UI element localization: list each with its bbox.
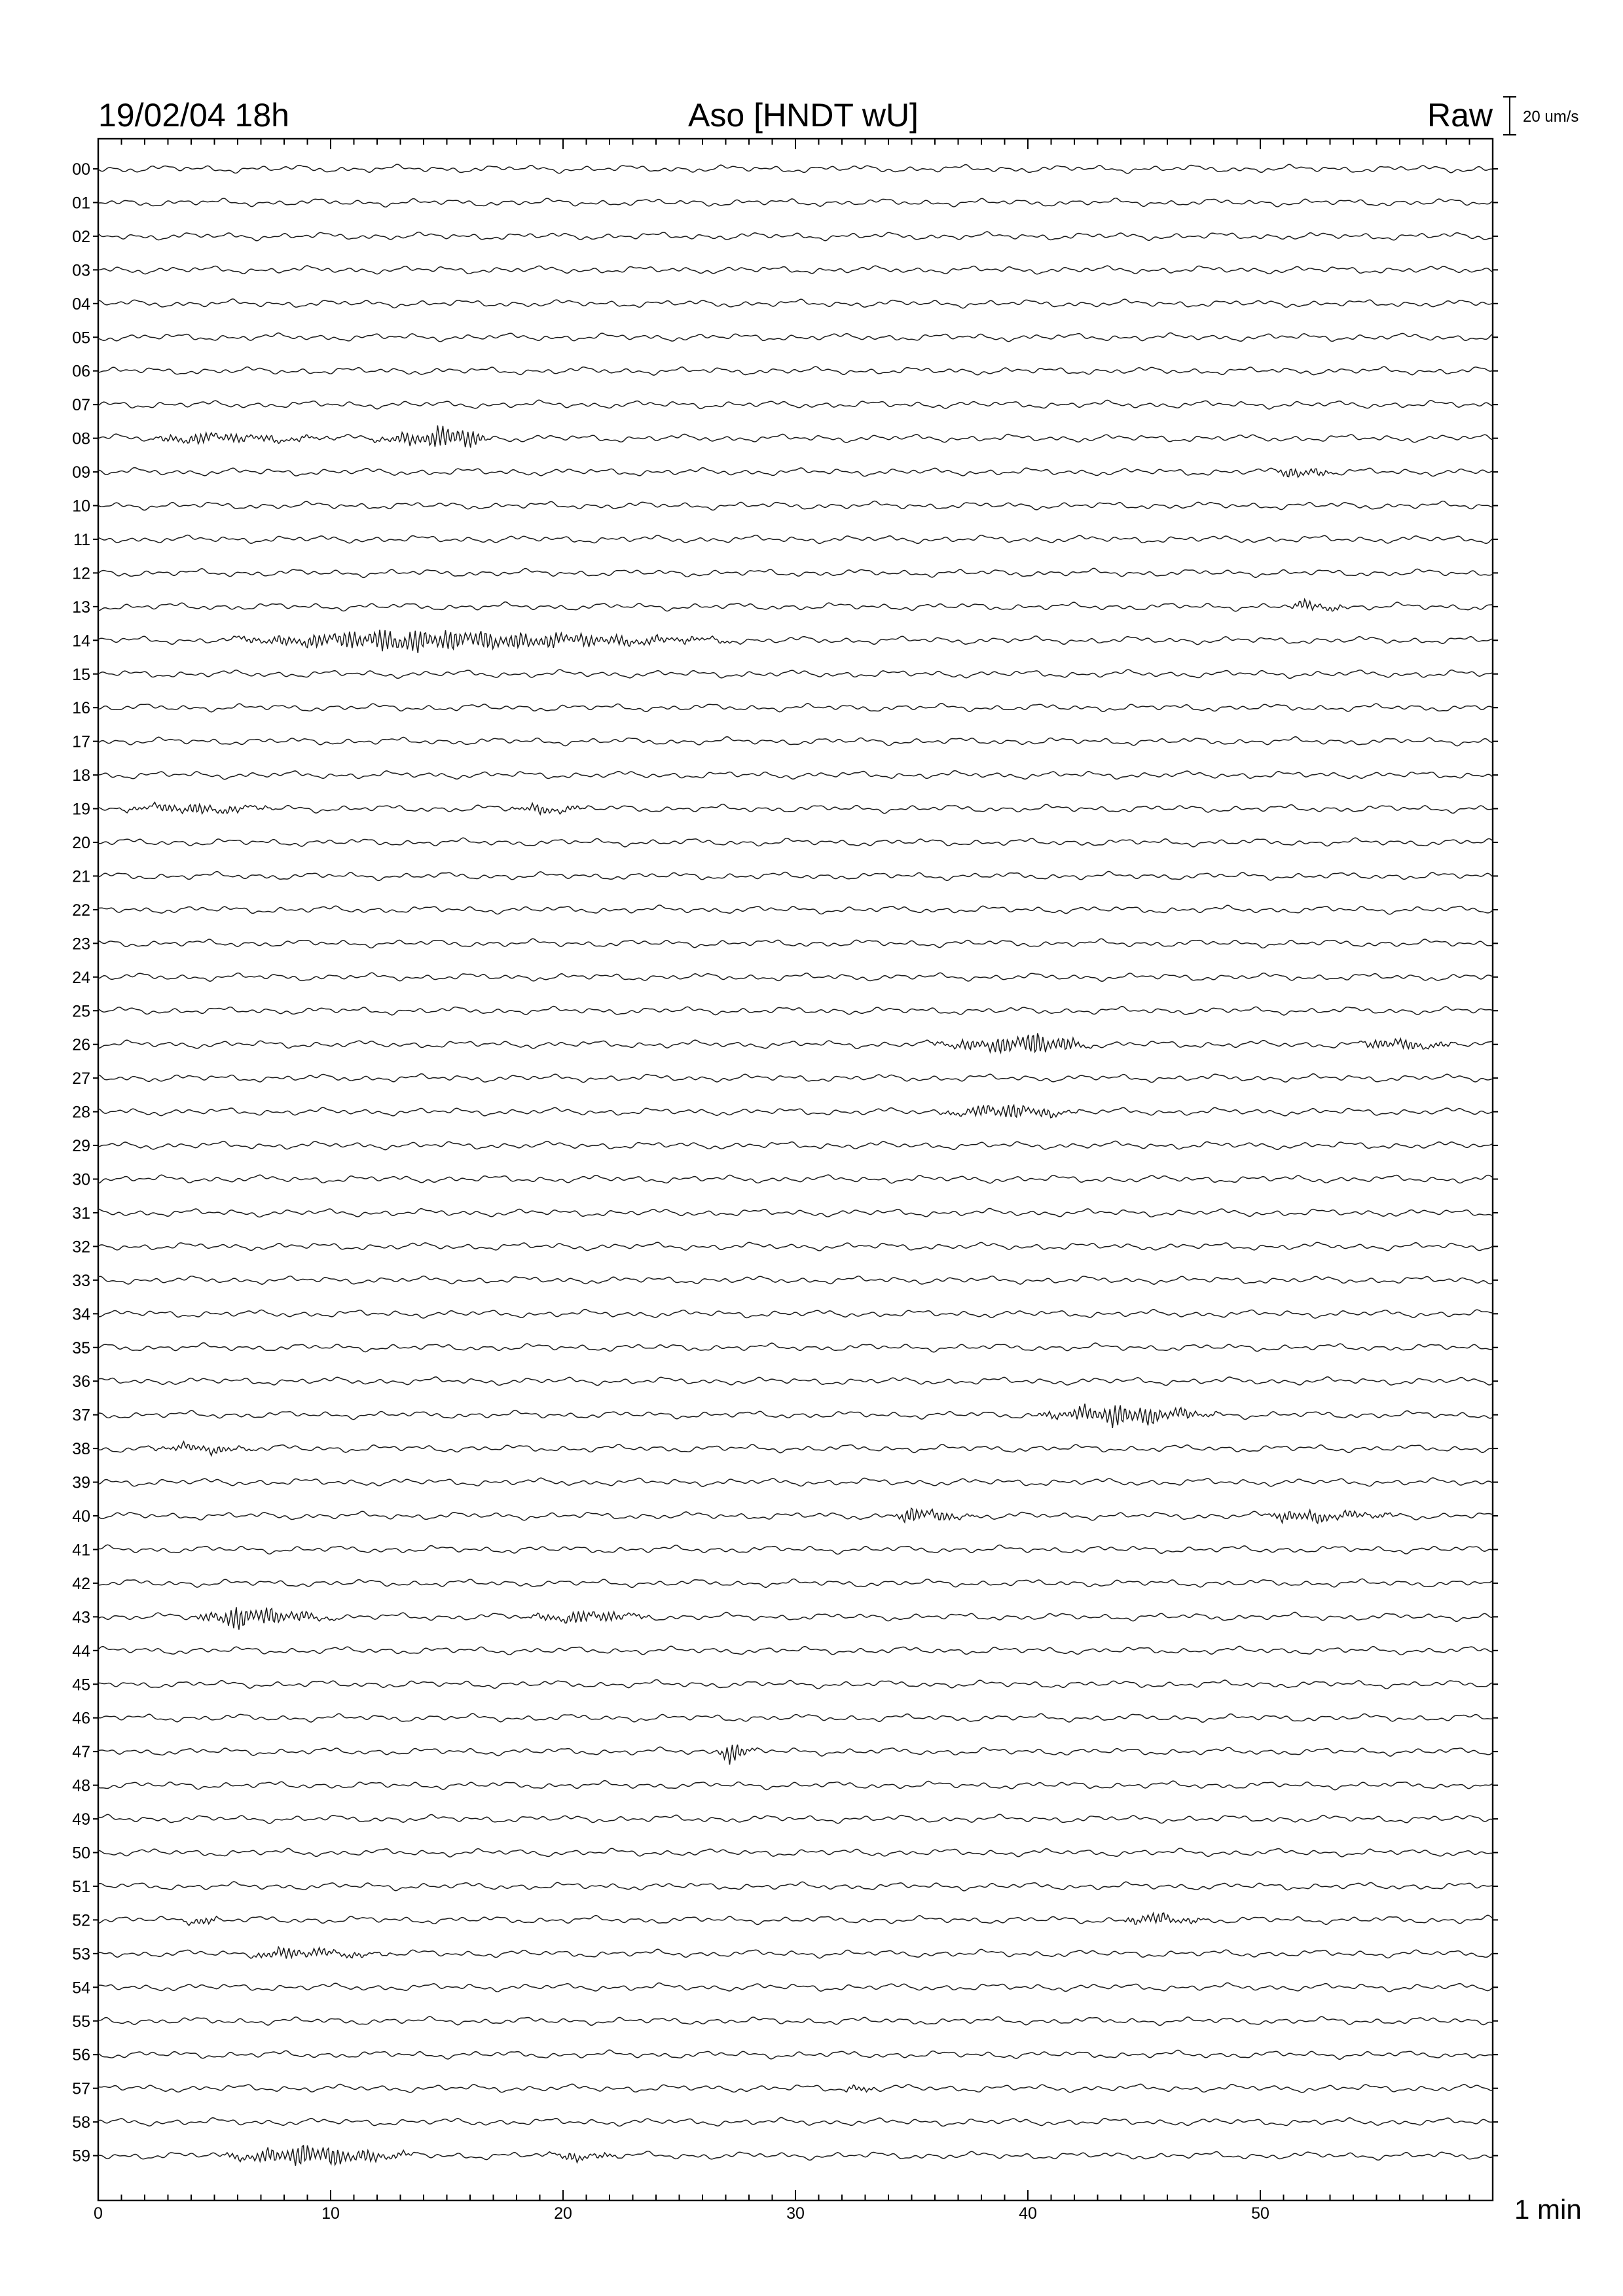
chart-title: Aso [HNDT wU] (688, 97, 919, 134)
trace-row-20 (98, 838, 1493, 847)
row-label-43: 43 (72, 1608, 90, 1627)
trace-row-00 (98, 164, 1493, 173)
row-label-57: 57 (72, 2079, 90, 2098)
trace-row-17 (98, 737, 1493, 746)
row-label-21: 21 (72, 867, 90, 886)
amplitude-scale-bar (1503, 97, 1516, 135)
row-label-52: 52 (72, 1911, 90, 1930)
mode-label: Raw (1427, 97, 1493, 134)
row-label-41: 41 (72, 1541, 90, 1560)
row-label-46: 46 (72, 1709, 90, 1728)
trace-row-09 (98, 468, 1493, 478)
trace-row-35 (98, 1343, 1493, 1352)
row-label-20: 20 (72, 834, 90, 852)
trace-row-06 (98, 367, 1493, 375)
trace-row-19 (98, 802, 1493, 815)
x-tick-label-30: 30 (786, 2204, 805, 2223)
row-label-36: 36 (72, 1372, 90, 1391)
row-label-13: 13 (72, 598, 90, 617)
row-label-50: 50 (72, 1844, 90, 1863)
row-label-19: 19 (72, 800, 90, 819)
trace-row-05 (98, 333, 1493, 342)
trace-row-54 (98, 1983, 1493, 1992)
row-label-59: 59 (72, 2147, 90, 2166)
trace-row-36 (98, 1377, 1493, 1386)
row-label-04: 04 (72, 295, 90, 314)
trace-row-52 (98, 1913, 1493, 1926)
row-label-12: 12 (72, 564, 90, 583)
trace-row-31 (98, 1208, 1493, 1217)
row-label-07: 07 (72, 396, 90, 415)
trace-row-56 (98, 2050, 1493, 2059)
row-label-01: 01 (72, 194, 90, 213)
row-label-39: 39 (72, 1473, 90, 1492)
row-label-10: 10 (72, 497, 90, 516)
trace-row-23 (98, 939, 1493, 948)
trace-row-11 (98, 535, 1493, 544)
trace-row-13 (98, 600, 1493, 611)
trace-row-48 (98, 1781, 1493, 1790)
row-label-08: 08 (72, 429, 90, 448)
trace-row-38 (98, 1441, 1493, 1456)
x-axis-label: 1 min (1514, 2194, 1582, 2225)
row-label-03: 03 (72, 261, 90, 280)
trace-row-33 (98, 1276, 1493, 1285)
x-tick-label-10: 10 (321, 2204, 340, 2223)
trace-row-18 (98, 771, 1493, 780)
row-label-48: 48 (72, 1776, 90, 1795)
row-label-40: 40 (72, 1507, 90, 1526)
trace-row-25 (98, 1007, 1493, 1016)
x-tick-label-50: 50 (1251, 2204, 1269, 2223)
row-label-06: 06 (72, 362, 90, 381)
trace-row-30 (98, 1175, 1493, 1183)
trace-row-12 (98, 568, 1493, 577)
row-label-51: 51 (72, 1877, 90, 1896)
row-label-14: 14 (72, 632, 90, 651)
row-label-05: 05 (72, 329, 90, 348)
trace-row-08 (98, 425, 1493, 448)
trace-row-49 (98, 1814, 1493, 1823)
row-label-28: 28 (72, 1103, 90, 1122)
trace-row-14 (98, 630, 1493, 653)
trace-row-44 (98, 1646, 1493, 1655)
row-label-02: 02 (72, 227, 90, 246)
row-label-34: 34 (72, 1305, 90, 1324)
row-label-55: 55 (72, 2012, 90, 2031)
row-label-35: 35 (72, 1338, 90, 1357)
trace-row-03 (98, 266, 1493, 274)
trace-row-10 (98, 501, 1493, 511)
trace-row-57 (98, 2084, 1493, 2092)
trace-row-40 (98, 1508, 1493, 1523)
row-label-17: 17 (72, 732, 90, 751)
trace-row-32 (98, 1242, 1493, 1251)
row-label-32: 32 (72, 1238, 90, 1257)
row-label-45: 45 (72, 1676, 90, 1695)
x-tick-label-group (94, 2204, 1269, 2223)
trace-row-01 (98, 198, 1493, 207)
trace-row-34 (98, 1310, 1493, 1319)
trace-row-26 (98, 1033, 1493, 1053)
row-label-25: 25 (72, 1002, 90, 1021)
row-label-22: 22 (72, 901, 90, 920)
x-tick-label-40: 40 (1019, 2204, 1037, 2223)
row-label-44: 44 (72, 1641, 90, 1660)
row-label-56: 56 (72, 2046, 90, 2065)
trace-row-47 (98, 1745, 1493, 1765)
trace-row-04 (98, 299, 1493, 308)
trace-row-45 (98, 1679, 1493, 1689)
trace-row-43 (98, 1607, 1493, 1629)
trace-group (98, 164, 1493, 2166)
row-label-27: 27 (72, 1069, 90, 1088)
trace-row-02 (98, 232, 1493, 241)
row-label-group (72, 160, 1498, 2166)
scale-label: 20 um/s (1523, 108, 1579, 126)
row-label-49: 49 (72, 1810, 90, 1829)
trace-row-58 (98, 2117, 1493, 2126)
trace-row-51 (98, 1882, 1493, 1891)
row-label-18: 18 (72, 766, 90, 785)
row-label-53: 53 (72, 1945, 90, 1964)
row-label-24: 24 (72, 968, 90, 987)
trace-row-42 (98, 1579, 1493, 1587)
row-label-54: 54 (72, 1979, 90, 1998)
trace-row-16 (98, 704, 1493, 712)
row-label-11: 11 (73, 530, 90, 549)
trace-row-37 (98, 1404, 1493, 1428)
row-label-29: 29 (72, 1137, 90, 1156)
trace-row-39 (98, 1478, 1493, 1486)
trace-row-29 (98, 1141, 1493, 1149)
row-label-09: 09 (72, 463, 90, 482)
row-label-58: 58 (72, 2113, 90, 2132)
trace-row-55 (98, 2017, 1493, 2026)
row-label-31: 31 (72, 1204, 90, 1223)
row-label-00: 00 (72, 160, 90, 179)
trace-row-07 (98, 400, 1493, 409)
trace-row-22 (98, 905, 1493, 914)
bottom-minute-ticks (98, 2190, 1493, 2200)
row-label-16: 16 (72, 699, 90, 718)
date-label: 19/02/04 18h (98, 97, 289, 134)
trace-row-24 (98, 973, 1493, 981)
row-label-38: 38 (72, 1440, 90, 1459)
x-tick-label-20: 20 (554, 2204, 572, 2223)
trace-row-41 (98, 1545, 1493, 1554)
row-label-37: 37 (72, 1406, 90, 1425)
trace-row-27 (98, 1074, 1493, 1083)
plot-frame (98, 139, 1493, 2200)
trace-row-53 (98, 1947, 1493, 1959)
trace-row-21 (98, 871, 1493, 880)
x-tick-label-0: 0 (94, 2204, 103, 2223)
trace-row-59 (98, 2145, 1493, 2166)
trace-row-50 (98, 1848, 1493, 1857)
row-label-15: 15 (72, 665, 90, 684)
row-label-42: 42 (72, 1574, 90, 1593)
trace-row-15 (98, 670, 1493, 679)
trace-row-28 (98, 1105, 1493, 1118)
row-label-23: 23 (72, 935, 90, 954)
row-label-30: 30 (72, 1170, 90, 1189)
row-label-47: 47 (72, 1743, 90, 1762)
trace-row-46 (98, 1713, 1493, 1722)
row-label-33: 33 (72, 1271, 90, 1290)
top-minute-ticks (98, 139, 1493, 149)
row-label-26: 26 (72, 1035, 90, 1054)
